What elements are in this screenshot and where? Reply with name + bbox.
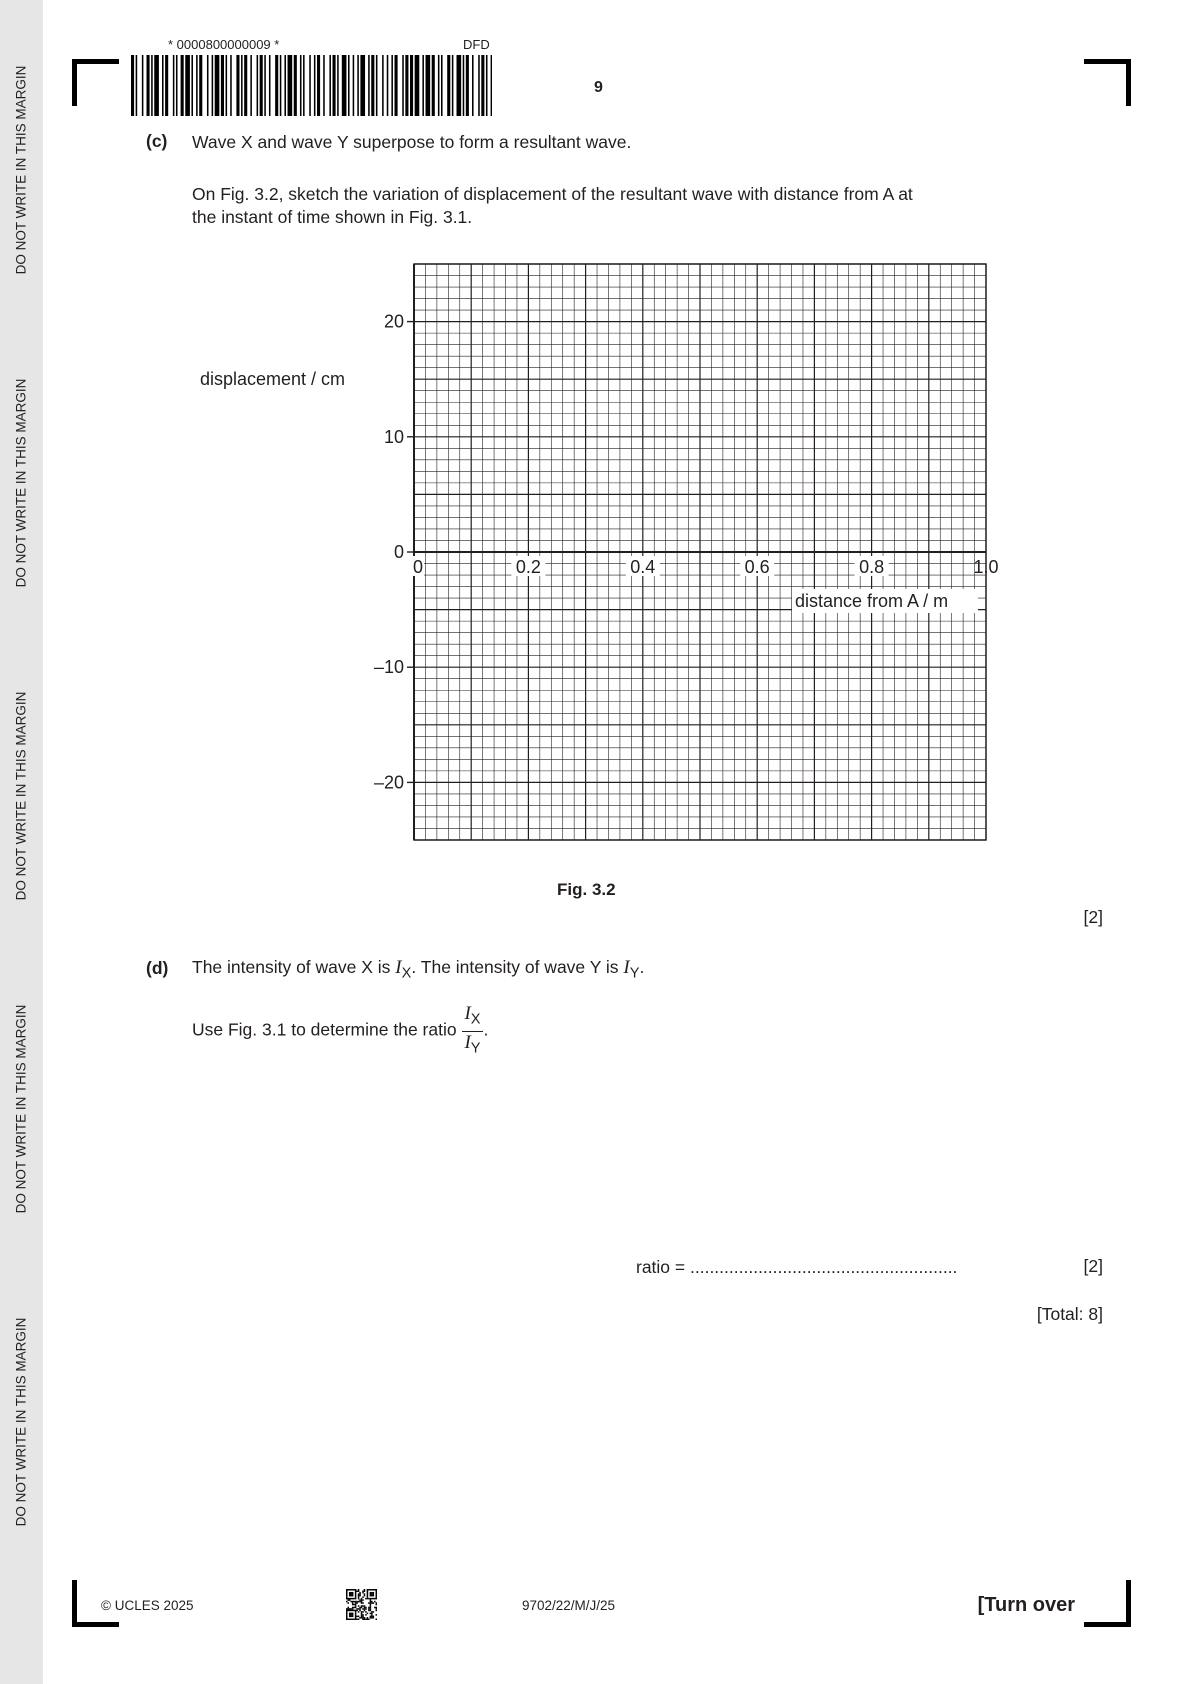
qr-module	[370, 1601, 372, 1603]
qr-module	[368, 1610, 370, 1612]
ratio-answer-line[interactable]: ratio = .......................................................	[636, 1257, 958, 1277]
qr-module	[346, 1614, 348, 1616]
axis-ticks	[407, 322, 414, 783]
qr-module	[373, 1593, 375, 1595]
qr-module	[370, 1592, 372, 1594]
qr-module	[347, 1607, 349, 1609]
qr-module	[362, 1602, 364, 1604]
qr-module	[365, 1607, 367, 1609]
qr-module	[355, 1605, 357, 1607]
qr-module	[358, 1601, 360, 1603]
qr-module	[355, 1596, 357, 1598]
qr-module	[370, 1610, 372, 1612]
qr-module	[365, 1614, 367, 1616]
qr-module	[361, 1598, 363, 1600]
qr-module	[371, 1613, 373, 1615]
qr-module	[352, 1601, 354, 1603]
qr-module	[352, 1593, 354, 1595]
total-marks: [Total: 8]	[1036, 1304, 1103, 1324]
qr-module	[376, 1596, 377, 1598]
qr-module	[376, 1592, 377, 1594]
crop-mark-bottom-left	[72, 1580, 77, 1627]
qr-module	[349, 1595, 351, 1597]
qr-module	[350, 1613, 352, 1615]
qr-module	[362, 1605, 364, 1607]
y-axis-label: displacement / cm	[200, 369, 346, 389]
qr-module	[359, 1592, 361, 1594]
qr-module	[355, 1592, 357, 1594]
qr-module	[346, 1601, 348, 1603]
question-c-line2: On Fig. 3.2, sketch the variation of displacement of the resultant wave with distance from A at	[192, 184, 913, 204]
qr-module	[362, 1592, 364, 1594]
qr-module	[364, 1590, 366, 1592]
margin-strip: DO NOT WRITE IN THIS MARGIN DO NOT WRITE IN THIS MARGIN DO NOT WRITE IN THIS MARGIN DO NOT WRITE IN THIS MARGIN DO NOT WRITE IN THIS MARGIN	[0, 0, 43, 1684]
qr-module	[364, 1617, 366, 1619]
qr-module	[359, 1595, 361, 1597]
qr-module	[350, 1619, 352, 1620]
qr-module	[347, 1610, 349, 1612]
qr-module	[355, 1593, 357, 1595]
qr-module	[359, 1607, 361, 1609]
qr-module	[367, 1617, 369, 1619]
qr-module	[371, 1593, 373, 1595]
qr-module	[371, 1611, 373, 1613]
qr-module	[349, 1616, 351, 1618]
qr-module	[370, 1605, 372, 1607]
qr-module	[368, 1589, 370, 1591]
qr-module	[350, 1608, 352, 1610]
qr-module	[371, 1595, 373, 1597]
qr-module	[359, 1617, 361, 1619]
qr-module	[361, 1599, 363, 1601]
qr-module	[347, 1598, 349, 1600]
qr-module	[355, 1602, 357, 1604]
qr-module	[355, 1598, 357, 1600]
qr-module	[370, 1599, 372, 1601]
qr-module	[355, 1610, 357, 1612]
qr-module	[358, 1593, 360, 1595]
x-tick-label: 1.0	[973, 557, 999, 577]
qr-module	[355, 1590, 357, 1592]
qr-module	[362, 1596, 364, 1598]
qr-module	[371, 1601, 373, 1603]
qr-module	[350, 1598, 352, 1600]
qr-module	[373, 1616, 375, 1618]
figure-caption: Fig. 3.2	[557, 880, 616, 899]
qr-module	[352, 1610, 354, 1612]
question-label-d: (d)	[146, 958, 169, 978]
qr-module	[374, 1601, 376, 1603]
qr-module	[371, 1614, 373, 1616]
qr-module	[346, 1595, 348, 1597]
qr-module	[361, 1614, 363, 1616]
qr-module	[370, 1589, 372, 1591]
qr-module	[367, 1596, 369, 1598]
qr-module	[361, 1611, 363, 1613]
qr-module	[349, 1589, 351, 1591]
qr-module	[346, 1592, 348, 1594]
question-d-line1: The intensity of wave X is $I_X$. The intensity of wave Y is $I_Y$.	[192, 957, 645, 982]
qr-module	[352, 1604, 354, 1606]
qr-module	[371, 1598, 373, 1600]
qr-module	[356, 1601, 358, 1603]
qr-module	[370, 1595, 372, 1597]
qr-module	[376, 1619, 377, 1620]
qr-module	[347, 1589, 349, 1591]
qr-module	[365, 1611, 367, 1613]
qr-module	[349, 1599, 351, 1601]
qr-module	[367, 1598, 369, 1600]
qr-module	[346, 1611, 348, 1613]
x-tick-label: 0.4	[630, 557, 656, 577]
qr-module	[353, 1598, 355, 1600]
qr-module	[364, 1610, 366, 1612]
qr-module	[350, 1614, 352, 1616]
qr-module	[353, 1601, 355, 1603]
x-tick-label: 0.6	[744, 557, 770, 577]
qr-module	[353, 1589, 355, 1591]
qr-module	[365, 1598, 367, 1600]
qr-module	[367, 1619, 369, 1620]
qr-module	[346, 1616, 348, 1618]
qr-module	[373, 1617, 375, 1619]
qr-module	[353, 1610, 355, 1612]
qr-module	[352, 1598, 354, 1600]
qr-module	[370, 1617, 372, 1619]
y-tick-label: 20	[383, 311, 404, 332]
qr-module	[358, 1611, 360, 1613]
qr-module	[373, 1589, 375, 1591]
barcode-number: * 0000800000009 *	[168, 37, 280, 52]
qr-module	[362, 1616, 364, 1618]
qr-module	[376, 1595, 377, 1597]
qr-module	[364, 1619, 366, 1620]
qr-module	[356, 1610, 358, 1612]
qr-module	[367, 1589, 369, 1591]
qr-module	[367, 1593, 369, 1595]
qr-module	[350, 1592, 352, 1594]
qr-module	[376, 1607, 377, 1609]
qr-module	[349, 1592, 351, 1594]
qr-module	[358, 1608, 360, 1610]
ratio-fraction: $\frac{I_X}{I_Y}$	[464, 1003, 481, 1056]
qr-module	[376, 1598, 377, 1600]
qr-module	[352, 1616, 354, 1618]
qr-module	[361, 1616, 363, 1618]
qr-module	[361, 1605, 363, 1607]
qr-module	[376, 1589, 377, 1591]
qr-module	[356, 1590, 358, 1592]
page-number: 9	[594, 79, 603, 96]
x-tick-label: 0	[413, 557, 424, 577]
qr-module	[371, 1616, 373, 1618]
qr-module	[361, 1607, 363, 1609]
qr-module	[352, 1595, 354, 1597]
qr-module	[356, 1602, 358, 1604]
qr-module	[349, 1593, 351, 1595]
qr-module	[361, 1613, 363, 1615]
qr-module	[349, 1610, 351, 1612]
qr-module	[346, 1598, 348, 1600]
qr-module	[359, 1601, 361, 1603]
qr-module	[368, 1602, 370, 1604]
qr-module	[352, 1619, 354, 1620]
qr-module	[373, 1611, 375, 1613]
qr-module	[364, 1608, 366, 1610]
qr-module	[376, 1602, 377, 1604]
qr-module	[352, 1608, 354, 1610]
qr-module	[367, 1592, 369, 1594]
qr-module	[376, 1593, 377, 1595]
question-c-line3: the instant of time shown in Fig. 3.1.	[192, 207, 473, 227]
qr-module	[346, 1619, 348, 1620]
qr-module	[346, 1608, 348, 1610]
qr-module	[352, 1589, 354, 1591]
qr-module	[376, 1614, 377, 1616]
qr-module	[356, 1616, 358, 1618]
x-axis-label: distance from A / m	[795, 591, 949, 611]
qr-module	[362, 1619, 364, 1620]
qr-module	[361, 1617, 363, 1619]
qr-module	[362, 1590, 364, 1592]
qr-module	[371, 1617, 373, 1619]
qr-module	[358, 1616, 360, 1618]
qr-module	[371, 1602, 373, 1604]
qr-module	[353, 1607, 355, 1609]
qr-module	[353, 1619, 355, 1620]
qr-module	[359, 1599, 361, 1601]
crop-mark-bottom-right	[1084, 1622, 1131, 1627]
qr-module	[368, 1619, 370, 1620]
qr-module	[355, 1611, 357, 1613]
qr-module	[355, 1607, 357, 1609]
question-c-line1: Wave X and wave Y superpose to form a resultant wave.	[192, 132, 632, 152]
qr-module	[364, 1595, 366, 1597]
qr-module	[347, 1619, 349, 1620]
qr-module	[355, 1616, 357, 1618]
qr-module	[352, 1614, 354, 1616]
marks-c: [2]	[1083, 907, 1103, 927]
qr-module	[376, 1610, 377, 1612]
qr-module	[346, 1596, 348, 1598]
qr-module	[355, 1595, 357, 1597]
qr-module	[359, 1608, 361, 1610]
qr-module	[358, 1619, 360, 1620]
qr-module	[347, 1599, 349, 1601]
qr-module	[347, 1602, 349, 1604]
qr-module	[376, 1590, 377, 1592]
qr-module	[350, 1595, 352, 1597]
qr-module	[358, 1590, 360, 1592]
qr-module	[355, 1601, 357, 1603]
qr-module	[362, 1608, 364, 1610]
qr-module	[358, 1595, 360, 1597]
qr-module	[349, 1614, 351, 1616]
qr-module	[370, 1598, 372, 1600]
qr-module	[376, 1608, 377, 1610]
qr-module	[364, 1593, 366, 1595]
qr-module	[370, 1607, 372, 1609]
qr-module	[373, 1592, 375, 1594]
qr-module	[359, 1593, 361, 1595]
qr-module	[370, 1616, 372, 1618]
qr-module	[368, 1608, 370, 1610]
qr-module	[355, 1617, 357, 1619]
qr-module	[347, 1608, 349, 1610]
qr-module	[362, 1614, 364, 1616]
marks-d: [2]	[1083, 1256, 1103, 1276]
qr-module	[370, 1593, 372, 1595]
qr-module	[352, 1592, 354, 1594]
qr-module	[370, 1613, 372, 1615]
qr-module	[371, 1592, 373, 1594]
qr-module	[346, 1617, 348, 1619]
qr-module	[350, 1601, 352, 1603]
qr-module	[349, 1619, 351, 1620]
qr-module	[355, 1619, 357, 1620]
qr-module	[364, 1607, 366, 1609]
y-tick-label: 10	[383, 426, 404, 447]
qr-module	[374, 1607, 376, 1609]
qr-module	[356, 1619, 358, 1620]
qr-module	[373, 1602, 375, 1604]
qr-module	[355, 1589, 357, 1591]
qr-module	[355, 1613, 357, 1615]
qr-module	[376, 1604, 377, 1606]
y-tick-label: –20	[373, 772, 404, 793]
paper-code: 9702/22/M/J/25	[522, 1598, 616, 1613]
qr-module	[370, 1604, 372, 1606]
qr-module	[349, 1598, 351, 1600]
qr-module	[365, 1608, 367, 1610]
qr-module	[359, 1610, 361, 1612]
qr-module	[367, 1590, 369, 1592]
qr-module	[361, 1602, 363, 1604]
qr-module	[355, 1604, 357, 1606]
qr-module	[346, 1610, 348, 1612]
qr-module	[364, 1589, 366, 1591]
qr-module	[346, 1589, 348, 1591]
qr-module	[368, 1607, 370, 1609]
turn-over: [Turn over	[977, 1594, 1075, 1616]
qr-module	[370, 1608, 372, 1610]
qr-module	[352, 1613, 354, 1615]
barcode-code: DFD	[463, 37, 490, 52]
qr-module	[353, 1604, 355, 1606]
qr-module	[350, 1610, 352, 1612]
qr-module	[355, 1614, 357, 1616]
crop-mark-bottom-left	[72, 1622, 119, 1627]
qr-module	[346, 1593, 348, 1595]
qr-module	[358, 1596, 360, 1598]
copyright: © UCLES 2025	[101, 1598, 194, 1613]
qr-module	[352, 1607, 354, 1609]
qr-module	[358, 1598, 360, 1600]
qr-module	[352, 1602, 354, 1604]
qr-module	[346, 1590, 348, 1592]
qr-module	[349, 1608, 351, 1610]
x-tick-label: 0.8	[859, 557, 885, 577]
qr-module	[367, 1613, 369, 1615]
qr-module	[362, 1599, 364, 1601]
qr-module	[358, 1589, 360, 1591]
qr-module	[365, 1619, 367, 1620]
y-tick-label: 0	[393, 542, 404, 562]
x-tick-label: 0.2	[515, 557, 541, 577]
qr-module	[362, 1611, 364, 1613]
qr-module	[358, 1605, 360, 1607]
qr-module	[374, 1598, 376, 1600]
qr-module	[362, 1617, 364, 1619]
question-label-c: (c)	[146, 131, 168, 151]
qr-module	[346, 1613, 348, 1615]
qr-module	[350, 1616, 352, 1618]
question-d-line2: Use Fig. 3.1 to determine the ratio $\frac{I_X}{I_Y}$ .	[192, 1003, 488, 1059]
crop-mark-bottom-right	[1126, 1580, 1131, 1627]
qr-module	[374, 1589, 376, 1591]
y-tick-label: –10	[373, 657, 404, 678]
qr-module	[361, 1601, 363, 1603]
qr-module	[371, 1589, 373, 1591]
qr-module	[356, 1608, 358, 1610]
qr-module	[350, 1593, 352, 1595]
qr-module	[370, 1602, 372, 1604]
qr-module	[367, 1595, 369, 1597]
qr-module	[373, 1595, 375, 1597]
qr-code-icon	[346, 1589, 377, 1620]
qr-module	[364, 1605, 366, 1607]
qr-module	[373, 1598, 375, 1600]
qr-module	[368, 1598, 370, 1600]
qr-module	[350, 1589, 352, 1591]
qr-module	[349, 1613, 351, 1615]
